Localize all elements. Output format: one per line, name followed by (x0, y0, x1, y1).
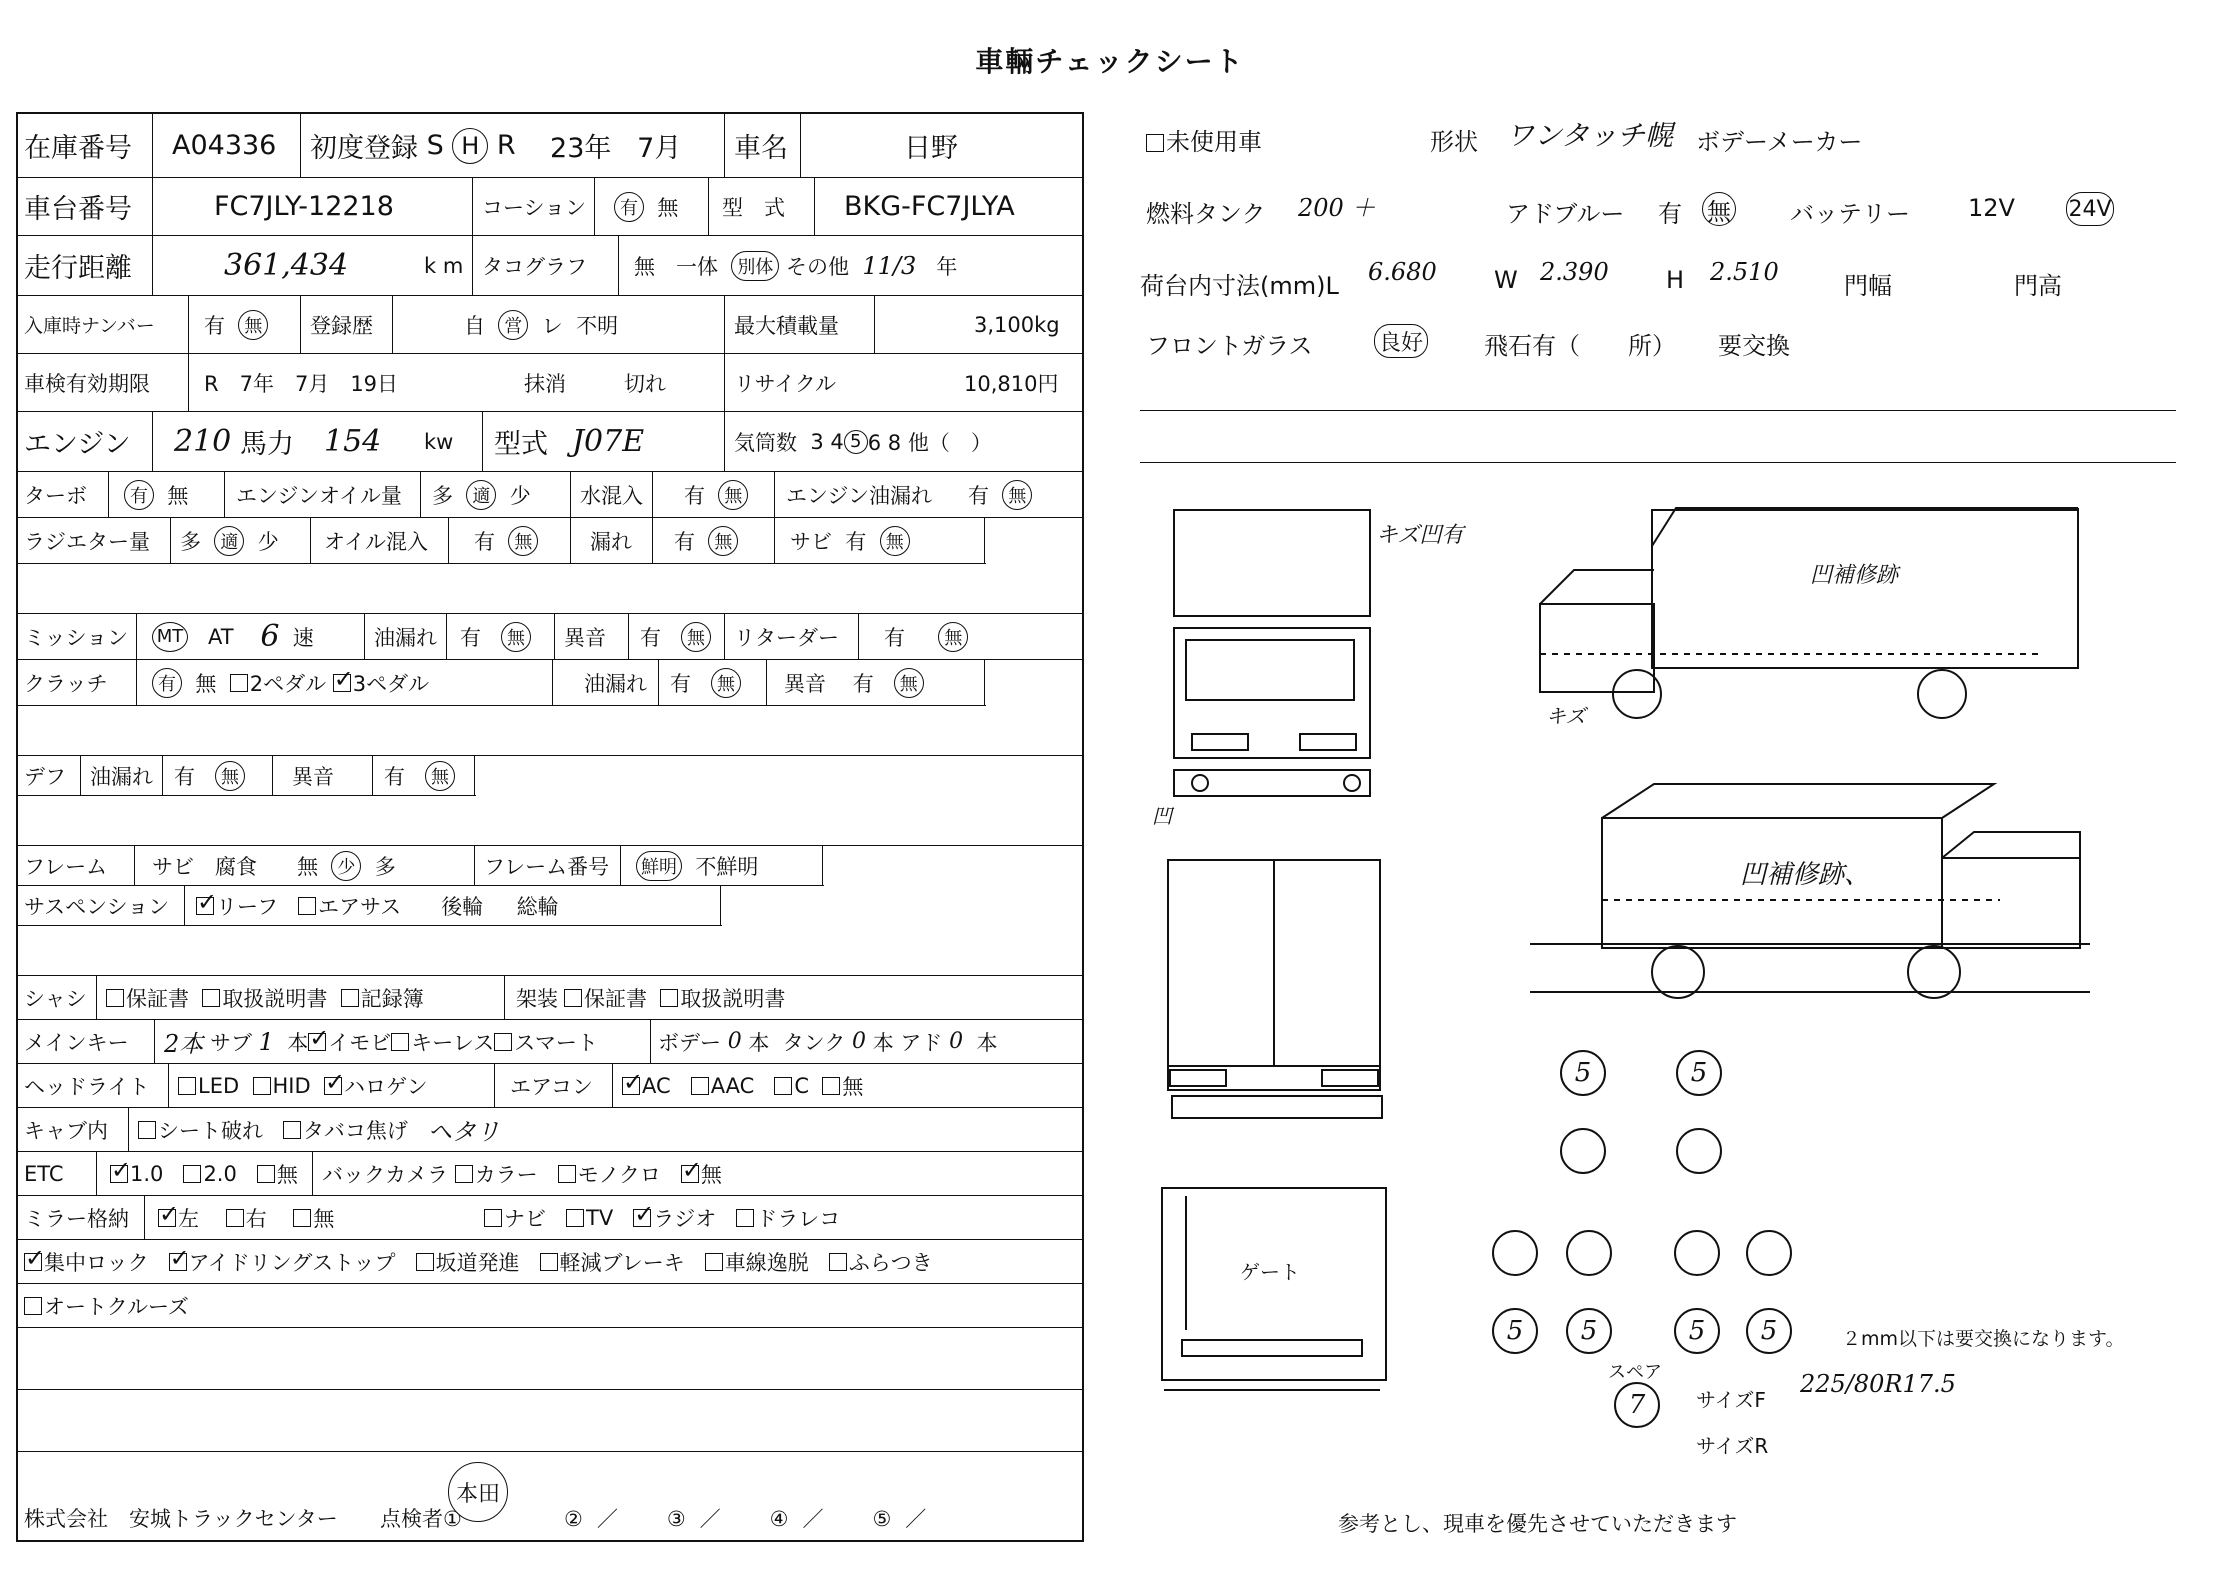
ret-yes: 有 (884, 625, 905, 650)
sub-label: サブ (209, 1030, 252, 1055)
frame-rust-few: 少 (331, 851, 361, 881)
truck1-cargo-sketch (1652, 510, 2078, 668)
front-body-sketch (1174, 628, 1370, 758)
tire-4-b: 5 (1566, 1308, 1612, 1354)
tire-note: ２mm以下は要交換になります。 (1842, 1328, 2125, 1350)
battery-12v: 12V (1968, 194, 2015, 222)
cyl-opts2: 6 8 他（ ） (867, 430, 992, 455)
cnoise-label: 異音 (784, 671, 826, 696)
hon1: 本 (287, 1030, 309, 1055)
oil-many: 多 (432, 483, 453, 508)
battery-label: バッテリー (1790, 200, 1910, 228)
cruise-label: オートクルーズ (44, 1294, 189, 1319)
inspector-seal: 本田 (448, 1462, 508, 1522)
shape-val: ワンタッチ幌 (1506, 119, 1673, 152)
page-title: 車輛チェックシート (975, 45, 1245, 78)
plate-no: 無 (238, 310, 268, 340)
oil-level-label: エンジンオイル量 (236, 483, 402, 508)
mission-mt: MT (152, 622, 188, 652)
mleak-yes: 有 (460, 625, 481, 650)
adblue-key-label: アド (900, 1030, 943, 1055)
plate-yes: 有 (204, 313, 225, 338)
immobi-label: イモビ (328, 1030, 392, 1055)
shape-label: 形状 (1430, 128, 1478, 156)
stock-no: A04336 (172, 130, 277, 161)
year-unit: 年 (936, 254, 958, 279)
rad-many: 多 (180, 529, 201, 554)
tire-3-d (1746, 1230, 1792, 1276)
turbo-yes: 有 (124, 480, 154, 510)
rust-yes: 有 (845, 529, 867, 554)
rust-label: サビ (790, 529, 832, 554)
inspect-val: R 7年 7月 19日 (204, 371, 399, 396)
mirror-label: ミラー格納 (24, 1206, 129, 1231)
oil-mix-label: オイル混入 (324, 529, 428, 554)
drec-label: ドラレコ (756, 1206, 841, 1231)
clutch-yes: 有 (152, 668, 182, 698)
oil-adequate: 適 (466, 480, 496, 510)
kw-val: 154 (324, 424, 382, 459)
glass-label: フロントガラス (1146, 332, 1313, 360)
taco-label: タコグラフ (482, 254, 587, 279)
oilmix-yes: 有 (474, 529, 495, 554)
mirror-none-label: 無 (313, 1206, 335, 1231)
mission-at: AT (208, 624, 234, 649)
record-label: 記録簿 (360, 986, 424, 1011)
headlight-label: ヘッドライト (24, 1074, 150, 1099)
seat-label: シート破れ (158, 1118, 263, 1143)
gate-label: ゲート (1240, 1260, 1300, 1284)
hon3: 本 (872, 1030, 894, 1055)
cyl-label: 気筒数 (734, 430, 797, 455)
clutch-label: クラッチ (24, 671, 108, 696)
tire-3-c (1674, 1230, 1720, 1276)
mileage-val: 361,434 (224, 248, 349, 283)
truck2-note: 凹補修跡、 (1740, 860, 1871, 890)
unused-label: 未使用車 (1166, 128, 1262, 156)
truck1-cab-sketch (1540, 604, 1654, 692)
tire-spare: 7 (1614, 1382, 1660, 1428)
name-val: 日野 (904, 133, 958, 164)
mnoise-no: 無 (681, 622, 711, 652)
company-name: 株式会社 安城トラックセンター (24, 1507, 338, 1531)
name-label: 車名 (734, 133, 788, 164)
hid-label: HID (272, 1073, 311, 1098)
frame-rust-label: サビ 腐食 (152, 854, 257, 879)
dnoise-no: 無 (425, 761, 455, 791)
chassis-docs-label: シャシ (24, 986, 87, 1011)
navi-label: ナビ (504, 1206, 546, 1231)
tire-4-c: 5 (1674, 1308, 1720, 1354)
glass-chip: 飛石有（ 所） (1484, 332, 1676, 360)
era-r: R (496, 130, 516, 161)
sketch-note-2: キズ (1546, 704, 1586, 728)
body-warranty-label: 保証書 (584, 986, 647, 1011)
tire-3-b (1566, 1230, 1612, 1276)
leaf-label: リーフ (216, 894, 278, 919)
cnoise-no: 無 (894, 668, 924, 698)
plate-label: 入庫時ナンバー (24, 315, 155, 337)
truck2-cab-sketch (1942, 858, 2080, 948)
water-yes: 有 (684, 483, 705, 508)
cab-label: キャブ内 (24, 1118, 108, 1143)
body-docs-label: 架装 (516, 986, 558, 1011)
color-label: カラー (474, 1162, 538, 1187)
pedal2-label: 2ペダル (249, 671, 327, 696)
chassis-no: FC7JLY-12218 (214, 191, 394, 222)
rad-adequate: 適 (214, 526, 244, 556)
era-s: S (426, 130, 444, 161)
led-label: LED (198, 1073, 240, 1098)
history-business: 営 (498, 310, 528, 340)
dleak-no: 無 (215, 761, 245, 791)
disclaimer: 参考とし、現車を優先させていただきます (1338, 1512, 1737, 1536)
turbo-label: ターボ (24, 483, 87, 508)
pedal3-label: 3ペダル (352, 671, 430, 696)
sub-val: 1 (258, 1027, 274, 1056)
cleak-no: 無 (711, 668, 741, 698)
history-rental: レ (541, 313, 563, 338)
rear-label: 後輪 (441, 894, 484, 919)
size-f-label: サイズF (1696, 1388, 1766, 1412)
clutch-oil-leak-label: 油漏れ (584, 671, 647, 696)
kw-unit: kw (424, 429, 454, 454)
air-label: エアサス (317, 894, 402, 919)
all-label: 総輪 (516, 894, 559, 919)
hon2: 本 (748, 1030, 770, 1055)
reg-year: 23年 (550, 133, 612, 164)
lane-label: 車線逸脱 (724, 1250, 809, 1275)
water-mix-label: 水混入 (580, 483, 643, 508)
recycle-label: リサイクル (734, 371, 837, 396)
cleak-yes: 有 (670, 671, 691, 696)
frame-label: フレーム (24, 854, 108, 879)
backcam-label: バックカメラ (322, 1162, 448, 1187)
stock-label: 在庫番号 (24, 133, 132, 164)
fuel-label: 燃料タンク (1146, 200, 1266, 228)
glass-replace: 要交換 (1718, 332, 1790, 360)
coating-yes: 有 (614, 192, 644, 222)
c-label: C (794, 1073, 810, 1098)
body-manual-label: 取扱説明書 (680, 986, 786, 1011)
eleak-yes: 有 (968, 483, 989, 508)
mnoise-yes: 有 (640, 625, 661, 650)
mission-speed: 速 (292, 625, 314, 650)
model-val: BKG-FC7JLYA (844, 191, 1015, 222)
history-own: 自 (464, 313, 485, 338)
ac-none-label: 無 (842, 1074, 864, 1099)
cyl-sel: 5 (844, 430, 868, 454)
frame-unclear: 不鮮明 (695, 854, 759, 879)
door-width-label: 門幅 (1844, 272, 1892, 300)
backcam-none-label: 無 (700, 1162, 722, 1187)
reg-month: 7月 (637, 133, 682, 164)
engine-power-val: 210 (174, 424, 232, 459)
keyless-label: キーレス (411, 1030, 495, 1055)
taco-other: その他 (786, 254, 850, 279)
sketch-note-3: 凹 (1152, 804, 1172, 828)
manual-label: 取扱説明書 (222, 986, 328, 1011)
hill-label: 坂道発進 (435, 1250, 520, 1275)
halogen-label: ハロゲン (344, 1074, 428, 1099)
oilmix-no: 無 (508, 526, 538, 556)
etype-val: J07E (572, 424, 645, 459)
mirror-left-label: 左 (178, 1206, 199, 1231)
tv-label: TV (586, 1205, 614, 1230)
frame-rust-no: 無 (297, 854, 319, 879)
radiator-label: ラジエター量 (24, 529, 150, 554)
size-f-val: 225/80R17.5 (1800, 1370, 1956, 1398)
cyl-opts: 3 4 (810, 429, 844, 454)
truck1-note: 凹補修跡 (1810, 563, 1899, 588)
leak-label: 漏れ (590, 529, 632, 554)
mirror-right-label: 右 (245, 1206, 267, 1231)
inspect-label: 車検有効期限 (24, 371, 150, 396)
fuel-val: 200 ＋ (1298, 194, 1376, 222)
mleak-no: 無 (501, 622, 531, 652)
w-label: W (1494, 266, 1518, 294)
mainkey-val: 2本 (164, 1030, 204, 1058)
turbo-no: 無 (167, 483, 189, 508)
tire-front-left: 5 (1560, 1050, 1606, 1096)
adblue-no: 無 (1702, 192, 1736, 226)
frame-no-label: フレーム番号 (484, 854, 610, 879)
mission-label: ミッション (24, 625, 129, 650)
era-h: H (452, 128, 488, 164)
etc2-label: 2.0 (203, 1161, 237, 1186)
etc-none-label: 無 (276, 1162, 298, 1187)
maxload-val: 3,100kg (974, 312, 1060, 337)
radio-label: ラジオ (653, 1206, 717, 1231)
cargo-w: 2.390 (1540, 258, 1609, 286)
taco-opts: 無 一体 (634, 254, 718, 279)
retarder-label: リターダー (734, 625, 839, 650)
mission-noise-label: 異音 (564, 625, 606, 650)
taco-sep: 別体 (731, 251, 779, 281)
size-r-label: サイズR (1696, 1434, 1769, 1458)
rad-few: 少 (257, 529, 279, 554)
door-height-label: 門高 (2014, 272, 2062, 300)
smart-label: スマート (514, 1030, 598, 1055)
adblue-yes: 有 (1658, 200, 1682, 228)
history-label: 登録歴 (310, 313, 373, 338)
model-label: 型 式 (722, 195, 785, 220)
adblue-key-val: 0 (949, 1029, 964, 1054)
battery-24v: 24V (2066, 192, 2114, 226)
frame-clear: 鮮明 (636, 851, 682, 881)
etc1-label: 1.0 (130, 1161, 164, 1186)
mission-speed-val: 6 (260, 619, 280, 654)
tire-3-a (1492, 1230, 1538, 1276)
diff-noise-label: 異音 (292, 764, 334, 789)
inspect-cancel: 抹消 (524, 371, 566, 396)
body-key-label: ボデー (658, 1030, 721, 1055)
inspector-label: 点検者① (380, 1507, 462, 1531)
coating-label: コーション (482, 195, 587, 220)
warranty-label: 保証書 (126, 986, 189, 1011)
etc-label: ETC (24, 1161, 64, 1186)
diff-oil-leak-label: 油漏れ (90, 764, 153, 789)
history-unknown: 不明 (576, 313, 619, 338)
mainkey-label: メインキー (24, 1030, 129, 1055)
tire-2-right (1676, 1128, 1722, 1174)
inspector-slots: ②／ ③／ ④／ ⑤／ (564, 1507, 941, 1531)
tobacco-label: タバコ焦げ (303, 1118, 408, 1143)
reg-label: 初度登録 (310, 133, 418, 164)
cab-note: ヘタリ (427, 1118, 500, 1146)
idle-stop-label: アイドリングストップ (188, 1250, 396, 1275)
mileage-label: 走行距離 (24, 253, 132, 284)
mono-label: モノクロ (577, 1162, 661, 1187)
mission-oil-leak-label: 油漏れ (374, 625, 437, 650)
central-lock-label: 集中ロック (44, 1250, 149, 1275)
suspension-label: サスペンション (24, 894, 170, 919)
tire-2-left (1560, 1128, 1606, 1174)
aircon-label: エアコン (510, 1074, 593, 1099)
taco-year: 11/3 (862, 251, 917, 280)
etype-label: 型式 (494, 429, 548, 460)
tire-4-d: 5 (1746, 1308, 1792, 1354)
cnoise-yes: 有 (852, 671, 874, 696)
power-label: 馬力 (240, 429, 294, 460)
chassis-label: 車台番号 (24, 194, 132, 225)
wobble-label: ふらつき (848, 1250, 933, 1275)
tire-front-right: 5 (1676, 1050, 1722, 1096)
ret-no: 無 (938, 622, 968, 652)
dleak-yes: 有 (174, 764, 195, 789)
spare-label: スペア (1608, 1362, 1662, 1383)
aac-label: AAC (710, 1073, 755, 1098)
diff-label: デフ (24, 764, 66, 789)
h-label: H (1666, 266, 1685, 294)
engine-label: エンジン (24, 429, 131, 460)
inspect-expired: 切れ (624, 371, 666, 396)
km-unit: k m (424, 253, 464, 278)
brake-label: 軽減ブレーキ (559, 1250, 685, 1275)
front-bumper-sketch (1174, 770, 1370, 796)
coating-no: 無 (657, 195, 679, 220)
oil-few: 少 (509, 483, 531, 508)
recycle-val: 10,810円 (964, 371, 1059, 396)
tire-4-a: 5 (1492, 1308, 1538, 1354)
cargo-label: 荷台内寸法(mm)L (1140, 272, 1339, 300)
body-maker-label: ボデーメーカー (1696, 128, 1863, 156)
dnoise-yes: 有 (384, 764, 405, 789)
front-windshield-sketch (1174, 510, 1370, 616)
adblue-label: アドブルー (1506, 200, 1625, 228)
eleak-no: 無 (1002, 480, 1032, 510)
maxload-label: 最大積載量 (734, 313, 839, 338)
cargo-h: 2.510 (1710, 258, 1779, 286)
clutch-no: 無 (195, 671, 217, 696)
leak-no: 無 (708, 526, 738, 556)
rust-no: 無 (880, 526, 910, 556)
body-key-val: 0 (727, 1029, 742, 1054)
frame-rust-many: 多 (374, 854, 396, 879)
tank-key-label: タンク (782, 1030, 846, 1055)
water-no: 無 (718, 480, 748, 510)
tank-key-val: 0 (852, 1029, 867, 1054)
glass-good: 良好 (1374, 324, 1428, 358)
leak-yes: 有 (674, 529, 695, 554)
hon4: 本 (976, 1030, 998, 1055)
oil-leak-engine-label: エンジン油漏れ (786, 483, 932, 508)
sketch-note-1: キズ凹有 (1376, 523, 1464, 548)
cargo-l: 6.680 (1368, 258, 1437, 286)
ac-label: AC (642, 1073, 671, 1098)
